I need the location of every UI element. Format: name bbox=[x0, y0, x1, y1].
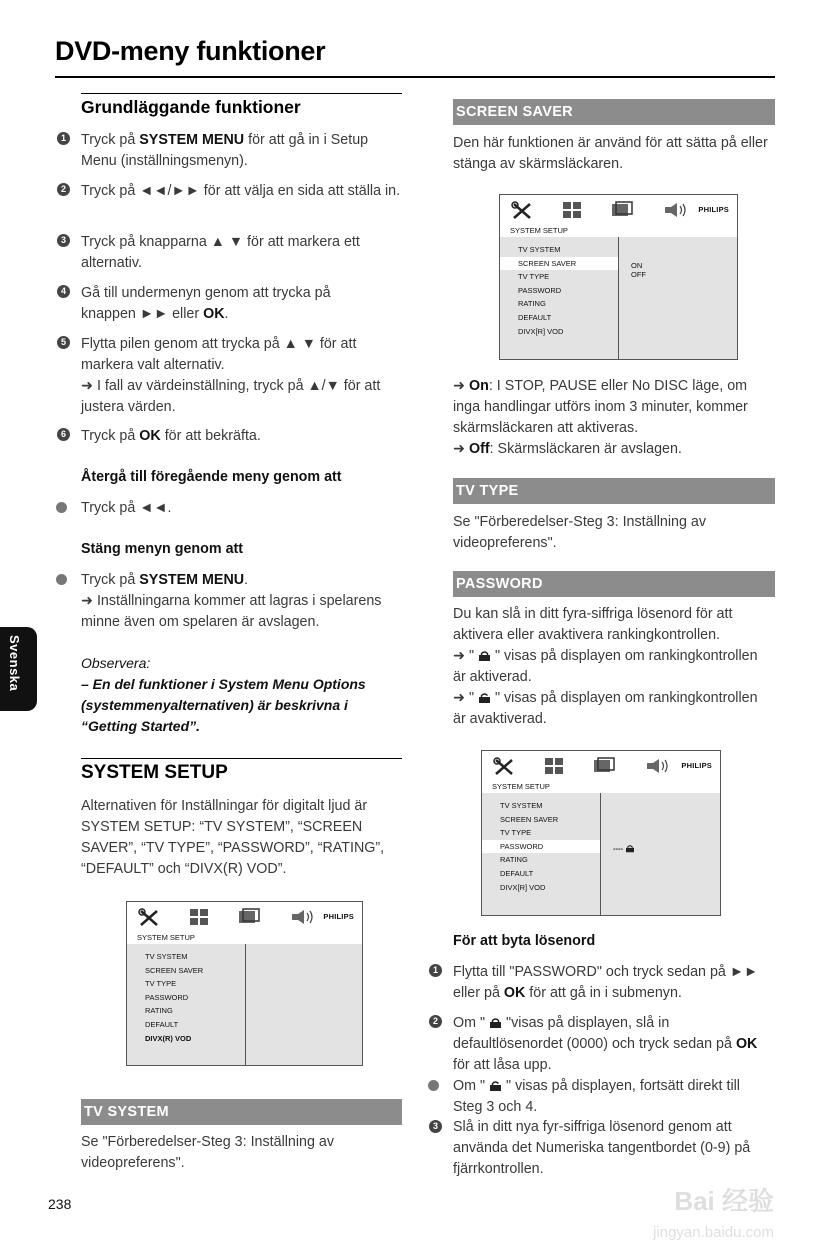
language-tab bbox=[0, 627, 37, 711]
note: Observera: – En del funktioner i System Menu Options (systemmenyalternativen) är beskrivna i “Getting Started”. bbox=[81, 655, 366, 734]
step-number: 3 bbox=[429, 1120, 442, 1133]
speaker-icon bbox=[645, 757, 671, 775]
philips-logo: PHILIPS bbox=[698, 205, 729, 214]
option-off: OFF bbox=[631, 270, 646, 279]
password-bar: PASSWORD bbox=[453, 571, 775, 597]
menu-item: DIVX(R) VOD bbox=[145, 1033, 192, 1043]
speaker-icon bbox=[290, 908, 316, 926]
menu-item: DIVX[R] VOD bbox=[518, 326, 564, 336]
lock-open-icon bbox=[478, 693, 491, 704]
menu-item-selected: SCREEN SAVER bbox=[500, 257, 618, 271]
step-number: 5 bbox=[57, 336, 70, 349]
menu-left-panel bbox=[482, 793, 601, 915]
menu-right-panel bbox=[601, 793, 720, 915]
menu-item: DEFAULT bbox=[145, 1019, 179, 1029]
watermark-logo: Bai 经验 bbox=[674, 1186, 774, 1216]
step-text: Tryck på ◄◄/►► för att välja en sida att ställa in. bbox=[81, 183, 401, 199]
section-rule bbox=[81, 93, 402, 94]
philips-logo: PHILIPS bbox=[681, 761, 712, 770]
menu-item: DEFAULT bbox=[518, 312, 552, 322]
video-icon bbox=[610, 201, 634, 219]
tv-system-bar: TV SYSTEM bbox=[81, 1099, 402, 1125]
password-locked-text: ➜ " " visas på displayen om rankingkontrollen är aktiverad. bbox=[453, 648, 758, 685]
step-number: 2 bbox=[429, 1015, 442, 1028]
screen-saver-menu-screenshot bbox=[499, 194, 738, 360]
lock-closed-icon bbox=[489, 1018, 502, 1029]
bullet bbox=[428, 1080, 439, 1091]
back-heading: Återgå till föregående meny genom att bbox=[81, 469, 342, 485]
menu-item: SCREEN SAVER bbox=[500, 814, 559, 824]
menu-header: SYSTEM SETUP bbox=[127, 932, 362, 945]
menu-left-panel bbox=[127, 944, 246, 1065]
screen-saver-bar: SCREEN SAVER bbox=[453, 99, 775, 125]
change-password-heading: För att byta lösenord bbox=[453, 933, 596, 949]
section-rule bbox=[81, 758, 402, 759]
menu-item: PASSWORD bbox=[518, 285, 562, 295]
step-number: 6 bbox=[57, 428, 70, 441]
off-description: ➜ Off: Skärmsläckaren är avslagen. bbox=[453, 441, 682, 457]
change-step-text: Flytta till "PASSWORD" och tryck sedan på ►► eller på OK för att gå in i submenyn. bbox=[453, 964, 759, 1001]
change-step-text: Om " " visas på displayen, fortsätt direkt till Steg 3 och 4. bbox=[453, 1078, 740, 1115]
menu-item-selected: PASSWORD bbox=[482, 840, 600, 854]
speaker-icon bbox=[663, 201, 689, 219]
language-tab-label: Svenska bbox=[7, 635, 22, 692]
grid-icon bbox=[189, 908, 209, 926]
video-icon bbox=[592, 757, 616, 775]
lock-closed-icon bbox=[478, 651, 491, 662]
menu-item: TV TYPE bbox=[500, 828, 532, 838]
step-number: 4 bbox=[57, 285, 70, 298]
tools-icon bbox=[493, 757, 515, 777]
lock-closed-icon bbox=[625, 845, 635, 853]
menu-right-panel bbox=[246, 944, 362, 1065]
screen-saver-text: Den här funktionen är använd för att sätta på eller stänga av skärmsläckaren. bbox=[453, 135, 768, 172]
menu-item: TV SYSTEM bbox=[500, 801, 543, 810]
close-text: Tryck på SYSTEM MENU. ➜ Inställningarna kommer att lagras i spelarens minne även om spelaren är avslagen. bbox=[81, 572, 382, 630]
tv-system-text: Se "Förberedelser-Steg 3: Inställning av videopreferens". bbox=[81, 1134, 335, 1171]
tv-type-bar: TV TYPE bbox=[453, 478, 775, 504]
step-text: Tryck på SYSTEM MENU för att gå in i Setup Menu (inställningsmenyn). bbox=[81, 132, 369, 169]
grid-icon bbox=[544, 757, 564, 775]
page-number: 238 bbox=[48, 1196, 72, 1212]
basic-functions-heading: Grundläggande funktioner bbox=[81, 97, 301, 117]
password-menu-screenshot bbox=[481, 750, 721, 916]
watermark-url: jingyan.baidu.com bbox=[653, 1224, 774, 1241]
menu-item: RATING bbox=[500, 855, 528, 865]
menu-right-panel bbox=[619, 237, 737, 359]
system-setup-menu-screenshot bbox=[126, 901, 363, 1066]
step-number: 1 bbox=[429, 964, 442, 977]
step-text: Flytta pilen genom att trycka på ▲ ▼ för att markera valt alternativ. ➜ I fall av värdeinställning, tryck på ▲/▼ för att justera värden. bbox=[81, 336, 381, 415]
menu-item: SCREEN SAVER bbox=[145, 965, 204, 975]
system-setup-heading: SYSTEM SETUP bbox=[81, 762, 228, 783]
menu-item: TV TYPE bbox=[518, 272, 550, 282]
tv-type-text: Se "Förberedelser-Steg 3: Inställning av videopreferens". bbox=[453, 514, 707, 551]
menu-item: RATING bbox=[518, 299, 546, 309]
step-number: 2 bbox=[57, 183, 70, 196]
menu-item: PASSWORD bbox=[145, 992, 189, 1002]
bullet bbox=[56, 502, 67, 513]
step-text: Tryck på OK för att bekräfta. bbox=[81, 428, 261, 444]
title-rule bbox=[55, 76, 775, 78]
change-step-text: Om " "visas på displayen, slå in defaultlösenordet (0000) och tryck sedan på OK för att låsa upp. bbox=[453, 1015, 758, 1073]
password-value: ---- bbox=[613, 844, 635, 853]
menu-header: SYSTEM SETUP bbox=[500, 225, 737, 238]
close-heading: Stäng menyn genom att bbox=[81, 541, 244, 557]
step-number: 1 bbox=[57, 132, 70, 145]
menu-item: TV TYPE bbox=[145, 979, 177, 989]
option-on: ON bbox=[631, 261, 643, 270]
grid-icon bbox=[562, 201, 582, 219]
step-text: Tryck på knapparna ▲ ▼ för att markera ett alternativ. bbox=[81, 234, 360, 271]
menu-item: RATING bbox=[145, 1006, 173, 1016]
step-text: Gå till undermenyn genom att trycka på knappen ►► eller OK. bbox=[81, 285, 331, 322]
system-setup-text: Alternativen för Inställningar för digitalt ljud är SYSTEM SETUP: “TV SYSTEM”, “SCREEN SAVER”, “TV TYPE”, “PASSWORD”, “RATING”, “DEFAULT” och “DIVX(R) VOD”. bbox=[81, 798, 385, 877]
menu-item: TV SYSTEM bbox=[518, 245, 561, 254]
page-title: DVD-meny funktioner bbox=[55, 36, 326, 66]
menu-item: DEFAULT bbox=[500, 868, 534, 878]
video-icon bbox=[237, 908, 261, 926]
menu-item: DIVX[R] VOD bbox=[500, 882, 546, 892]
bullet bbox=[56, 574, 67, 585]
tools-icon bbox=[511, 201, 533, 221]
menu-header: SYSTEM SETUP bbox=[482, 781, 720, 794]
password-text: Du kan slå in ditt fyra-siffriga lösenord för att aktivera eller avaktivera rankingkontrollen. bbox=[453, 606, 733, 643]
menu-left-panel bbox=[500, 237, 619, 359]
tools-icon bbox=[138, 908, 160, 928]
password-unlocked-text: ➜ " " visas på displayen om rankingkontrollen är avaktiverad. bbox=[453, 690, 758, 727]
step-number: 3 bbox=[57, 234, 70, 247]
on-description: ➜ On: I STOP, PAUSE eller No DISC läge, om inga handlingar utförs inom 3 minuter, kommer skärmsläckaren att aktiveras. bbox=[453, 378, 748, 436]
lock-open-icon bbox=[489, 1081, 502, 1092]
philips-logo: PHILIPS bbox=[323, 912, 354, 921]
change-step-text: Slå in ditt nya fyr-siffriga lösenord genom att använda det Numeriska tangentbordet (0-9) på fjärrkontrollen. bbox=[453, 1119, 751, 1177]
back-text: Tryck på ◄◄. bbox=[81, 500, 172, 516]
menu-item: TV SYSTEM bbox=[145, 952, 188, 961]
